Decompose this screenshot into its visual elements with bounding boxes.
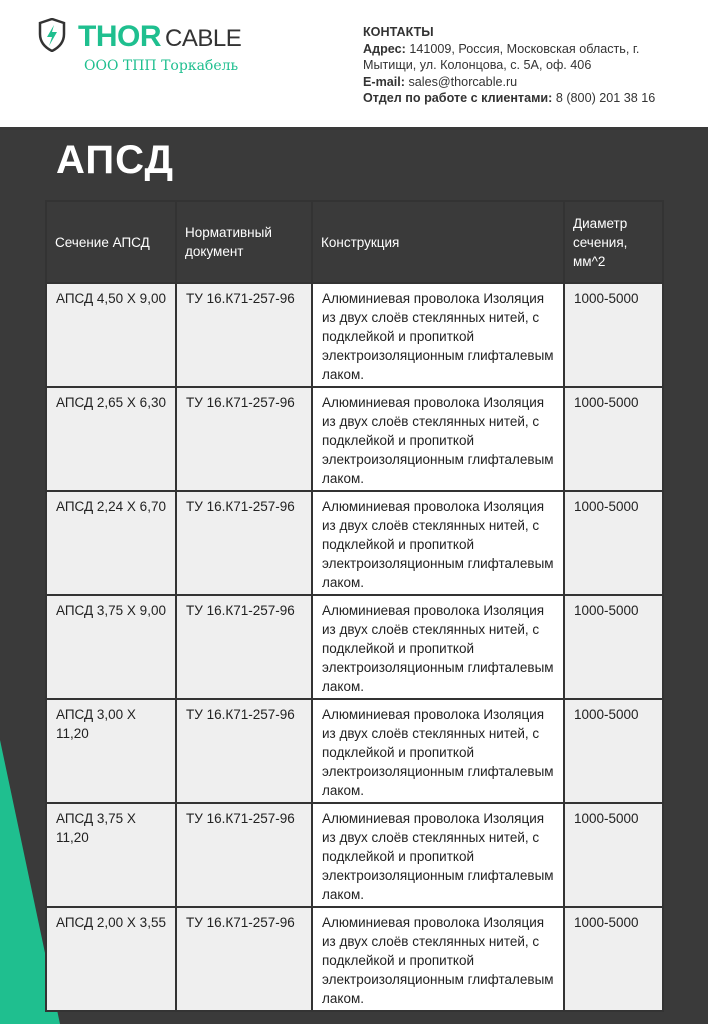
phone-line: [363, 90, 703, 107]
email-line: [363, 74, 703, 91]
cell-construction: Алюминиевая проволока Изоляция из двух слоёв стеклянных нитей, с подклейкой и пропиткой электроизоляционным глифталевым лаком.: [312, 803, 564, 907]
cell-doc: ТУ 16.К71-257-96: [176, 803, 312, 907]
table-row: [46, 907, 663, 1011]
cell-section: АПСД 2,24 Х 6,70: [46, 491, 176, 595]
cell-section: АПСД 3,00 Х 11,20: [46, 699, 176, 803]
table-row: [46, 699, 663, 803]
table-row: [46, 491, 663, 595]
cell-doc: ТУ 16.К71-257-96: [176, 283, 312, 387]
brand-name: [78, 20, 241, 54]
page-title: АПСД: [56, 138, 174, 182]
table-row: [46, 387, 663, 491]
cell-construction: Алюминиевая проволока Изоляция из двух слоёв стеклянных нитей, с подклейкой и пропиткой электроизоляционным глифталевым лаком.: [312, 699, 564, 803]
cell-construction: Алюминиевая проволока Изоляция из двух слоёв стеклянных нитей, с подклейкой и пропиткой электроизоляционным глифталевым лаком.: [312, 283, 564, 387]
cell-section: АПСД 2,00 Х 3,55: [46, 907, 176, 1011]
cell-section: АПСД 4,50 Х 9,00: [46, 283, 176, 387]
product-table: [45, 200, 664, 1012]
cell-doc: ТУ 16.К71-257-96: [176, 595, 312, 699]
header-construction: Конструкция: [312, 201, 564, 283]
table-header-row: [46, 201, 663, 283]
address-line-1: [363, 41, 703, 58]
cell-doc: ТУ 16.К71-257-96: [176, 699, 312, 803]
email-link[interactable]: sales@thorcable.ru: [408, 74, 518, 89]
cell-doc: ТУ 16.К71-257-96: [176, 387, 312, 491]
cell-diameter: 1000-5000: [564, 283, 663, 387]
cell-diameter: 1000-5000: [564, 907, 663, 1011]
cell-construction: Алюминиевая проволока Изоляция из двух слоёв стеклянных нитей, с подклейкой и пропиткой электроизоляционным глифталевым лаком.: [312, 907, 564, 1011]
cell-diameter: 1000-5000: [564, 491, 663, 595]
contacts-block: [363, 24, 703, 107]
cell-diameter: 1000-5000: [564, 595, 663, 699]
header-diameter: Диаметр сечения, мм^2: [564, 201, 663, 283]
cell-diameter: 1000-5000: [564, 387, 663, 491]
company-logo[interactable]: [38, 14, 258, 84]
cell-construction: Алюминиевая проволока Изоляция из двух слоёв стеклянных нитей, с подклейкой и пропиткой электроизоляционным глифталевым лаком.: [312, 387, 564, 491]
cell-section: АПСД 2,65 Х 6,30: [46, 387, 176, 491]
shield-lightning-icon: [38, 18, 66, 52]
table-row: [46, 595, 663, 699]
cell-diameter: 1000-5000: [564, 803, 663, 907]
brand-main: THOR: [78, 20, 161, 53]
cell-section: АПСД 3,75 Х 11,20: [46, 803, 176, 907]
cell-construction: Алюминиевая проволока Изоляция из двух слоёв стеклянных нитей, с подклейкой и пропиткой электроизоляционным глифталевым лаком.: [312, 491, 564, 595]
table-row: [46, 803, 663, 907]
address-text-1: 141009, Россия, Московская область, г.: [409, 41, 640, 56]
cell-diameter: 1000-5000: [564, 699, 663, 803]
company-name: ООО ТПП Торкабель: [84, 58, 239, 74]
header-section: Сечение АПСД: [46, 201, 176, 283]
address-label: Адрес:: [363, 41, 406, 56]
cell-section: АПСД 3,75 Х 9,00: [46, 595, 176, 699]
brand-sub: CABLE: [165, 25, 242, 52]
address-line-2: Мытищи, ул. Колонцова, с. 5А, оф. 406: [363, 58, 592, 72]
cell-construction: Алюминиевая проволока Изоляция из двух слоёв стеклянных нитей, с подклейкой и пропиткой электроизоляционным глифталевым лаком.: [312, 595, 564, 699]
cell-doc: ТУ 16.К71-257-96: [176, 491, 312, 595]
header-doc: Нормативный документ: [176, 201, 312, 283]
dept-label: Отдел по работе с клиентами:: [363, 91, 553, 105]
contacts-title: КОНТАКТЫ: [363, 25, 434, 39]
page-header: [0, 0, 708, 127]
phone-link[interactable]: 8 (800) 201 38 16: [555, 91, 656, 105]
cell-doc: ТУ 16.К71-257-96: [176, 907, 312, 1011]
table-row: [46, 283, 663, 387]
email-label: E-mail:: [363, 74, 405, 89]
